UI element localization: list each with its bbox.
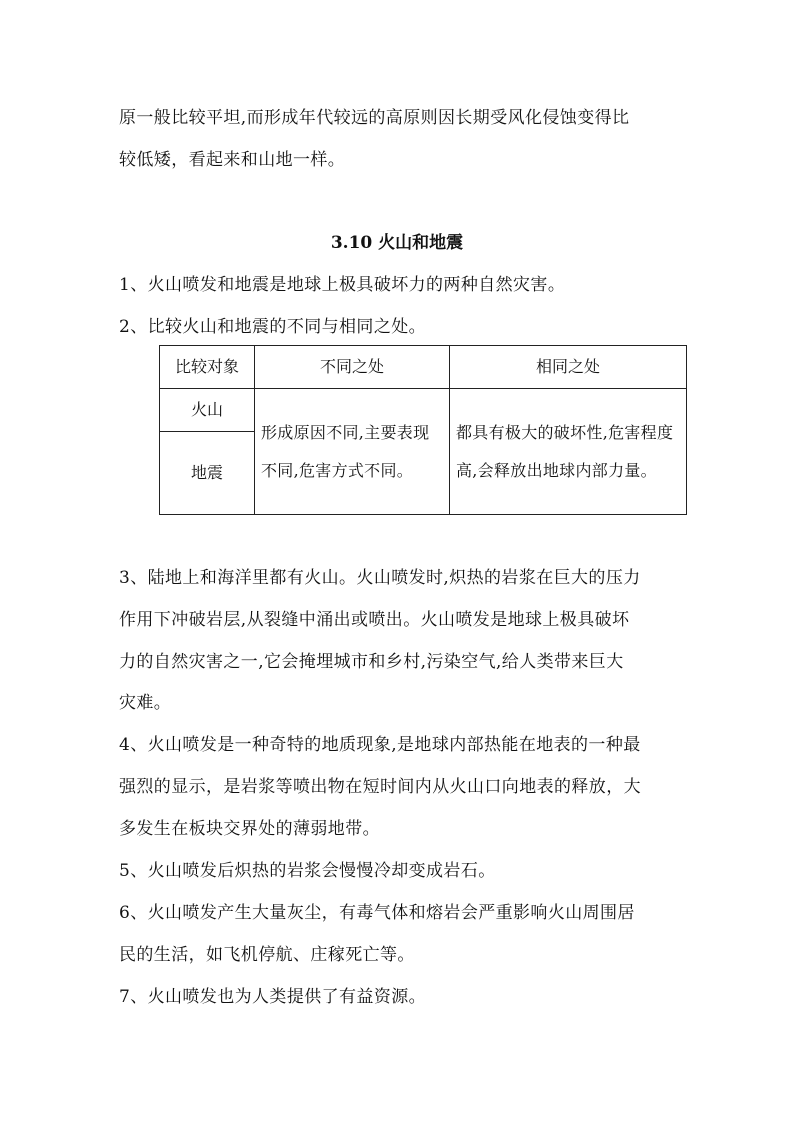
point-3-line-4: 灾难。 — [119, 693, 172, 713]
point-7: 7、火山喷发也为人类提供了有益资源。 — [119, 987, 427, 1007]
point-3-line-1: 3、陆地上和海洋里都有火山。火山喷发时,炽热的岩浆在巨大的压力 — [119, 568, 641, 588]
table-header-row — [160, 346, 687, 389]
point-3-line-3: 力的自然灾害之一,它会掩埋城市和乡村,污染空气,给人类带来巨大 — [119, 652, 624, 672]
intro-line-1: 原一般比较平坦,而形成年代较远的高原则因长期受风化侵蚀变得比 — [119, 108, 630, 128]
point-4-line-1: 4、火山喷发是一种奇特的地质现象,是地球内部热能在地表的一种最 — [119, 735, 641, 755]
section-title: 3.10 火山和地震 — [330, 233, 464, 253]
point-3-line-2: 作用下冲破岩层,从裂缝中涌出或喷出。火山喷发是地球上极具破坏 — [119, 610, 630, 630]
table-header-cell: 比较对象 — [160, 346, 255, 389]
point-6-line-2: 民的生活，如飞机停航、庄稼死亡等。 — [119, 945, 415, 965]
point-6-line-1: 6、火山喷发产生大量灰尘，有毒气体和熔岩会严重影响火山周围居 — [119, 903, 635, 923]
table-header-cell: 不同之处 — [255, 346, 450, 389]
table-row — [160, 389, 687, 432]
table-cell-similarity: 都具有极大的破坏性,危害程度高,会释放出地球内部力量。 — [450, 389, 687, 515]
point-4-line-2: 强烈的显示，是岩浆等喷出物在短时间内从火山口向地表的释放，大 — [119, 777, 641, 797]
point-5: 5、火山喷发后炽热的岩浆会慢慢冷却变成岩石。 — [119, 861, 496, 881]
table-header-cell: 相同之处 — [450, 346, 687, 389]
table-cell-difference: 形成原因不同,主要表现不同,危害方式不同。 — [255, 389, 450, 515]
point-1: 1、火山喷发和地震是地球上极具破坏力的两种自然灾害。 — [119, 275, 566, 295]
point-2: 2、比较火山和地震的不同与相同之处。 — [119, 317, 427, 337]
intro-line-2: 较低矮，看起来和山地一样。 — [119, 150, 346, 170]
table-cell-volcano: 火山 — [160, 389, 255, 432]
point-4-line-3: 多发生在板块交界处的薄弱地带。 — [119, 819, 380, 839]
table-cell-earthquake: 地震 — [160, 432, 255, 515]
comparison-table — [159, 345, 687, 515]
